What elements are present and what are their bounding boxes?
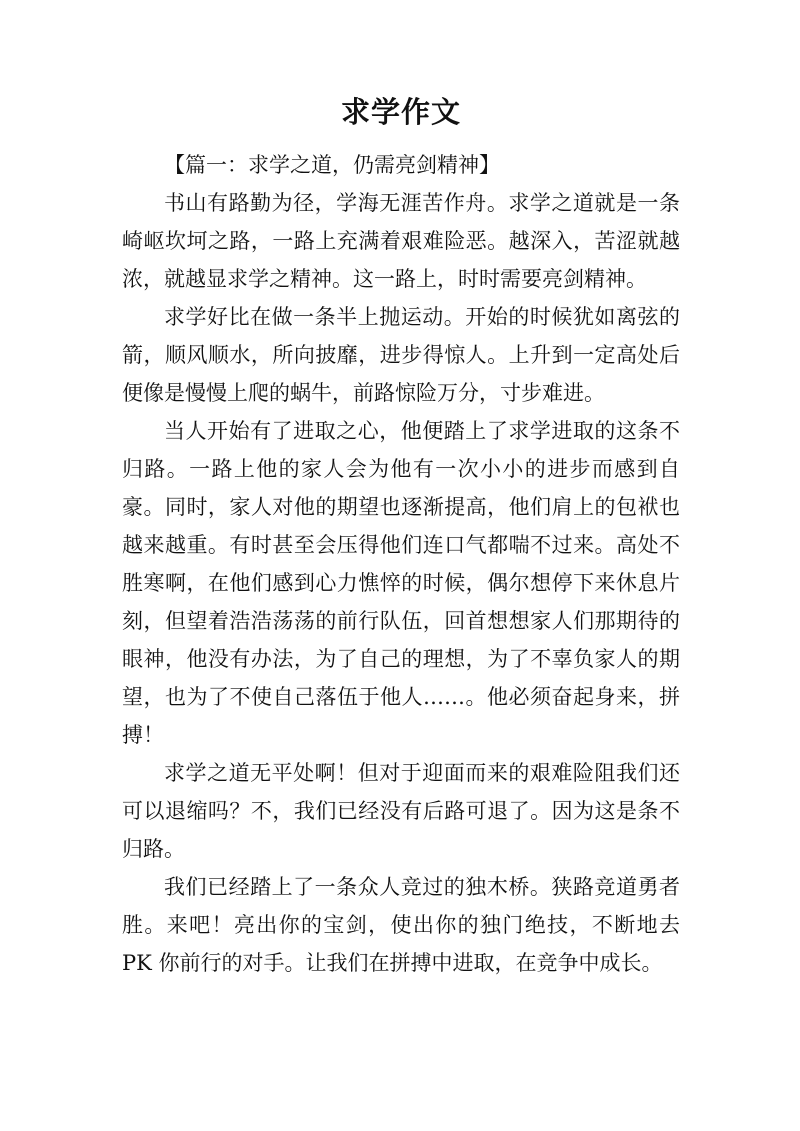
paragraph-3: 当人开始有了进取之心，他便踏上了求学进取的这条不归路。一路上他的家人会为他有一次小小的进步而感到自豪。同时，家人对他的期望也逐渐提高，他们肩上的包袱也越来越重。有时甚至会压得他们连口气都喘不过来。高处不胜寒啊，在他们感到心力憔悴的时候，偶尔想停下来休息片刻，但望着浩浩荡荡的前行队伍，回首想想家人们那期待的眼神，他没有办法，为了自己的理想，为了不辜负家人的期望，也为了不使自己落伍于他人……。他必须奋起身来，拼搏！ — [122, 419, 680, 747]
document-title: 求学作文 — [340, 95, 461, 129]
paragraph-4: 求学之道无平处啊！但对于迎面而来的艰难险阻我们还可以退缩吗？不，我们已经没有后路可退了。因为这是条不归路。 — [122, 761, 680, 861]
paragraph-2: 求学好比在做一条半上抛运动。开始的时候犹如离弦的箭，顺风顺水，所向披靡，进步得惊人。上升到一定高处后便像是慢慢上爬的蜗牛，前路惊险万分，寸步难进。 — [122, 305, 680, 405]
paragraph-1: 书山有路勤为径，学海无涯苦作舟。求学之道就是一条崎岖坎坷之路，一路上充满着艰难险恶。越深入，苦涩就越浓，就越显求学之精神。这一路上，时时需要亮剑精神。 — [122, 191, 680, 291]
section-heading: 【篇一：求学之道，仍需亮剑精神】 — [164, 153, 500, 177]
paragraph-5: 我们已经踏上了一条众人竞过的独木桥。狭路竞道勇者胜。来吧！亮出你的宝剑，使出你的独门绝技，不断地去 PK 你前行的对手。让我们在拼搏中进取，在竞争中成长。 — [122, 875, 680, 975]
